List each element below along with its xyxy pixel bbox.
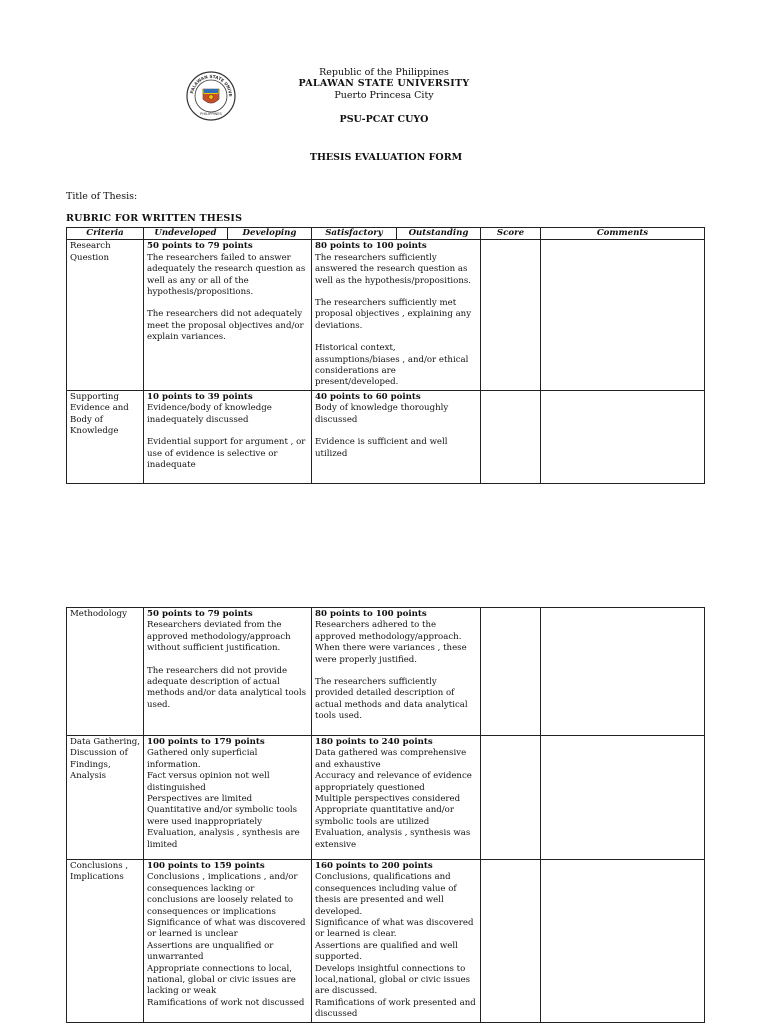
header-undeveloped: Undeveloped [144,228,228,240]
descriptor-text: The researchers sufficiently provided detailed description of actual methods and data analytical tools used. [315,677,468,722]
comments-cell[interactable] [541,736,705,860]
descriptor-line: Evaluation, analysis , synthesis are limited [147,828,300,850]
thesis-title-label: Title of Thesis: [66,191,138,202]
table-row [67,608,705,736]
rubric-table-part-1 [66,227,705,484]
points-range: 100 points to 179 points [147,737,265,747]
satisfactory-outstanding-cell [312,860,481,1023]
descriptor-line: Develops insightful connections to local,national, global or civic issues are discussed. [315,963,471,997]
criteria-cell: Data Gathering, Discussion of Findings, Analysis [67,736,144,860]
points-range: 80 points to 100 points [315,609,427,619]
points-range: 160 points to 200 points [315,861,433,871]
undeveloped-developing-cell [144,860,312,1023]
criteria-cell: Conclusions , Implications [67,860,144,1023]
descriptor-text: Evidential support for argument , or use of evidence is selective or inadequate [147,437,306,470]
descriptor-text: The researchers sufficiently answered the research question as well as the hypothesis/propositions. [315,252,472,286]
descriptor-line: Conclusions , implications , and/or consequences lacking or conclusions are loosely related to consequences or implications [147,872,298,917]
city-line: Puerto Princesa City [334,90,434,101]
table-header-row [67,228,705,240]
descriptor-line: Ramifications of work not discussed [147,997,305,1008]
svg-text:PHILIPPINES: PHILIPPINES [200,112,222,116]
satisfactory-outstanding-cell [312,240,481,390]
republic-line: Republic of the Philippines [319,67,449,78]
descriptor-text: The researchers failed to answer adequately the research question as well as any or all of the hypothesis/propositions. [147,252,306,298]
table-row [67,390,705,483]
descriptor-line: Appropriate connections to local, national, global or civic issues are lacking or weak [147,963,296,997]
university-name: PALAWAN STATE UNIVERSITY [298,78,470,89]
points-range: 50 points to 79 points [147,609,253,619]
score-cell[interactable] [481,240,541,390]
descriptor-text: Body of knowledge thoroughly discussed [315,403,449,425]
score-cell[interactable] [481,608,541,736]
comments-cell[interactable] [541,860,705,1023]
undeveloped-developing-cell [144,608,312,736]
table-row [67,240,705,390]
points-range: 100 points to 159 points [147,861,265,871]
satisfactory-outstanding-cell [312,608,481,736]
descriptor-line: Significance of what was discovered or learned is unclear [147,918,306,940]
rubric-table-part-2 [66,607,705,1023]
descriptor-line: Assertions are qualified and well supported. [315,940,458,963]
descriptor-text: Researchers deviated from the approved methodology/approach without sufficient justification. [147,620,291,654]
comments-cell[interactable] [541,240,705,390]
comments-cell[interactable] [541,390,705,483]
score-cell[interactable] [481,736,541,860]
descriptor-line: Multiple perspectives considered [315,794,461,805]
descriptor-text: Evidence is sufficient and well utilized [315,437,448,459]
criteria-cell: Supporting Evidence and Body of Knowledge [67,390,144,483]
comments-cell[interactable] [541,608,705,736]
campus-name: PSU-PCAT CUYO [339,114,429,125]
satisfactory-outstanding-cell [312,390,481,483]
descriptor-text: The researchers did not provide adequate description of actual methods and/or data analytical tools used. [147,665,307,710]
descriptor-line: Data gathered was comprehensive and exhaustive [315,748,467,770]
points-range: 80 points to 100 points [315,241,427,252]
header-score: Score [481,228,541,240]
descriptor-line: Perspectives are limited [147,794,253,805]
header-outstanding: Outstanding [397,228,481,240]
rubric-label: RUBRIC FOR WRITTEN THESIS [66,213,243,224]
score-cell[interactable] [481,860,541,1023]
descriptor-line: Gathered only superficial information. [147,748,258,770]
satisfactory-outstanding-cell [312,736,481,860]
descriptor-line: Significance of what was discovered or learned is clear. [315,918,474,940]
points-range: 10 points to 39 points [147,391,253,402]
descriptor-line: Conclusions, qualifications and consequences including value of thesis are presented and well developed. [315,872,457,917]
descriptor-text: Historical context, assumptions/biases , and/or ethical considerations are present/developed. [315,343,469,388]
score-cell[interactable] [481,390,541,483]
header-satisfactory: Satisfactory [312,228,397,240]
points-range: 180 points to 240 points [315,737,433,747]
points-range: 50 points to 79 points [147,241,253,252]
table-row [67,736,705,860]
header-developing: Developing [228,228,312,240]
descriptor-line: Accuracy and relevance of evidence appropriately questioned [315,771,472,793]
descriptor-text: The researchers sufficiently met proposal objectives , explaining any deviations. [315,298,472,331]
points-range: 40 points to 60 points [315,391,421,402]
criteria-cell: Methodology [67,608,144,736]
descriptor-line: Fact versus opinion not well distinguished [147,771,270,793]
descriptor-line: Appropriate quantitative and/or symbolic tools are utilized [315,805,454,827]
descriptor-line: Assertions are unqualified or unwarranted [147,940,274,963]
descriptor-line: Quantitative and/or symbolic tools were used inappropriately [147,805,298,827]
descriptor-text: Researchers adhered to the approved methodology/approach. When there were variances , these were properly justified. [315,620,467,665]
undeveloped-developing-cell [144,390,312,483]
descriptor-line: Ramifications of work presented and discussed [315,997,476,1020]
header-comments: Comments [541,228,705,240]
descriptor-text: Evidence/body of knowledge inadequately discussed [147,403,272,425]
svg-text:PALAWAN STATE UNIVERSITY: PALAWAN STATE UNIVE [189,73,234,97]
table-row [67,860,705,1023]
header-criteria: Criteria [67,228,144,240]
form-title: THESIS EVALUATION FORM [309,152,463,163]
undeveloped-developing-cell [144,240,312,390]
criteria-cell: Research Question [67,240,144,390]
undeveloped-developing-cell [144,736,312,860]
descriptor-text: The researchers did not adequately meet the proposal objectives and/or explain variances. [147,309,304,343]
descriptor-line: Evaluation, analysis , synthesis was extensive [315,828,471,850]
